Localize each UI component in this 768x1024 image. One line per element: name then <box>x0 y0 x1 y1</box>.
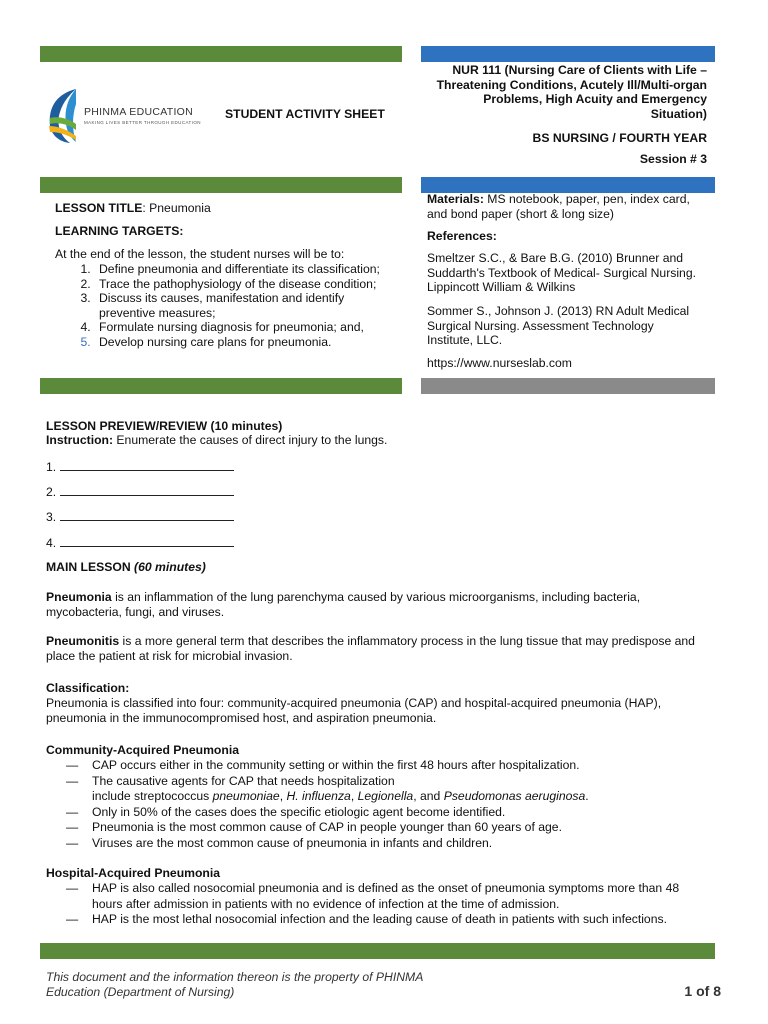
reference-2-line: Sommer S., Johnson J. (2013) RN Adult Medical <box>427 304 690 318</box>
preview-instruction <box>46 433 387 448</box>
course-line-3: Problems, High Acuity and Emergency <box>483 92 707 107</box>
learning-targets-list <box>40 262 400 350</box>
references-heading: References: <box>427 229 497 243</box>
header-bar-left <box>40 46 402 62</box>
term-pneumonia: Pneumonia <box>46 590 112 604</box>
preview-answer-3[interactable] <box>46 509 234 525</box>
answer-blank[interactable] <box>60 535 234 547</box>
paragraph-text: mycobacteria, fungi, and viruses. <box>46 604 225 619</box>
phinma-logo <box>46 86 206 144</box>
answer-blank[interactable] <box>60 484 234 496</box>
reference-2-line: Institute, LLC. <box>427 333 503 348</box>
lesson-title-value: : Pneumonia <box>142 201 211 215</box>
logo-emblem-icon <box>46 86 80 144</box>
program-label: BS NURSING / FOURTH YEAR <box>532 131 707 145</box>
reference-1-line: Smeltzer S.C., & Bare B.G. (2010) Brunner and <box>427 251 684 265</box>
main-lesson-heading <box>46 560 206 575</box>
target-item: 2. Trace the pathophysiology of the disease condition; <box>94 277 400 292</box>
answer-number: 3. <box>46 510 57 524</box>
paragraph-pneumonitis <box>46 634 736 663</box>
preview-answer-4[interactable] <box>46 535 234 551</box>
main-heading-time: (60 minutes) <box>134 560 206 574</box>
cap-list <box>46 758 736 851</box>
list-item: — Pneumonia is the most common cause of CAP in people younger than 60 years of age. <box>66 820 562 834</box>
reference-1-line: Suddarth's Textbook of Medical- Surgical Nursing. <box>427 265 697 280</box>
paragraph-text: is a more general term that describes the inflammatory process in the lung tissue that may predispose and <box>119 634 695 648</box>
hap-heading: Hospital-Acquired Pneumonia <box>46 866 221 880</box>
main-heading-text: MAIN LESSON <box>46 560 135 574</box>
target-item: 4. Formulate nursing diagnosis for pneumonia; and, <box>94 320 400 335</box>
preview-answer-1[interactable] <box>46 459 234 475</box>
term-pneumonitis: Pneumonitis <box>46 634 120 648</box>
materials-label: Materials: <box>427 192 484 206</box>
hap-list <box>46 881 736 928</box>
lesson-title-label: LESSON TITLE <box>55 201 143 215</box>
answer-number: 4. <box>46 536 57 550</box>
list-item: — HAP is also called nosocomial pneumonia and is defined as the onset of pneumonia symptoms more than 48 hours after admission in patients with no evidence of infection at the time of admission. <box>66 881 680 911</box>
target-item: 1. Define pneumonia and differentiate its classification; <box>94 262 400 277</box>
instruction-text: Enumerate the causes of direct injury to the lungs. <box>113 433 388 447</box>
answer-number: 1. <box>46 460 57 474</box>
paragraph-text: is an inflammation of the lung parenchyma caused by various microorganisms, including bacteria, <box>111 590 641 604</box>
reference-1 <box>427 251 717 295</box>
session-label: Session # 3 <box>639 152 707 166</box>
target-item: 5. Develop nursing care plans for pneumonia. <box>94 335 400 350</box>
reference-3-link[interactable]: https://www.nurseslab.com <box>427 356 572 370</box>
cap-heading: Community-Acquired Pneumonia <box>46 743 239 757</box>
target-item: 3. Discuss its causes, manifestation and identify preventive measures; <box>94 291 400 320</box>
section-bar-left <box>40 177 402 193</box>
list-item: — The causative agents for CAP that needs hospitalization include streptococcus pneumoniae, H. influenza, Legionella, and Pseudomonas aeruginosa. <box>66 773 589 803</box>
list-item: — CAP occurs either in the community setting or within the first 48 hours after hospitalization. <box>66 758 580 772</box>
footer-notice <box>46 970 423 999</box>
course-line-1: NUR 111 (Nursing Care of Clients with Life – <box>452 63 707 77</box>
reference-2 <box>427 304 717 348</box>
learning-targets-intro: At the end of the lesson, the student nurses will be to: <box>55 247 345 261</box>
preview-heading: LESSON PREVIEW/REVIEW (10 minutes) <box>46 419 283 433</box>
materials-text-2: and bond paper (short & long size) <box>427 206 614 221</box>
page-number: 1 of 8 <box>684 983 721 999</box>
paragraph-text: place the patient at risk for microbial invasion. <box>46 648 293 663</box>
reference-2-line: Surgical Nursing. Assessment Technology <box>427 318 654 333</box>
list-item: — Viruses are the most common cause of pneumonia in infants and children. <box>66 835 493 850</box>
answer-number: 2. <box>46 485 57 499</box>
materials-block <box>427 192 717 221</box>
lesson-title <box>55 201 211 216</box>
course-line-2: Threatening Conditions, Acutely Ill/Multi-organ <box>436 77 707 92</box>
section-bar-left-2 <box>40 378 402 394</box>
section-bar-right-2 <box>421 378 715 394</box>
paragraph-text: Pneumonia is classified into four: community-acquired pneumonia (CAP) and hospital-acquired pneumonia (HAP), <box>46 696 662 710</box>
footer-bar <box>40 943 715 959</box>
materials-text-1: MS notebook, paper, pen, index card, <box>483 192 690 206</box>
answer-blank[interactable] <box>60 509 234 521</box>
course-title <box>412 63 707 121</box>
sheet-title: STUDENT ACTIVITY SHEET <box>225 107 385 121</box>
logo-tagline: MAKING LIVES BETTER THROUGH EDUCATION <box>84 120 201 125</box>
paragraph-text: pneumonia in the immunocompromised host, and aspiration pneumonia. <box>46 710 437 725</box>
answer-blank[interactable] <box>60 459 234 471</box>
footer-line: This document and the information thereon is the property of PHINMA <box>46 970 424 984</box>
reference-1-line: Lippincott William & Wilkins <box>427 280 576 295</box>
classification-heading: Classification: <box>46 681 130 695</box>
paragraph-pneumonia <box>46 590 726 619</box>
list-item: — HAP is the most lethal nosocomial infection and the leading cause of death in patients with such infections. <box>66 912 667 926</box>
logo-name: PHINMA EDUCATION <box>84 106 194 118</box>
section-bar-right <box>421 177 715 193</box>
learning-targets-heading: LEARNING TARGETS: <box>55 224 184 238</box>
preview-answer-2[interactable] <box>46 484 234 500</box>
list-item: — Only in 50% of the cases does the specific etiologic agent become identified. <box>66 804 506 819</box>
instruction-label: Instruction: <box>46 433 114 447</box>
classification-text <box>46 696 736 725</box>
footer-line: Education (Department of Nursing) <box>46 984 235 999</box>
course-line-4: Situation) <box>650 106 707 121</box>
header-bar-right <box>421 46 715 62</box>
